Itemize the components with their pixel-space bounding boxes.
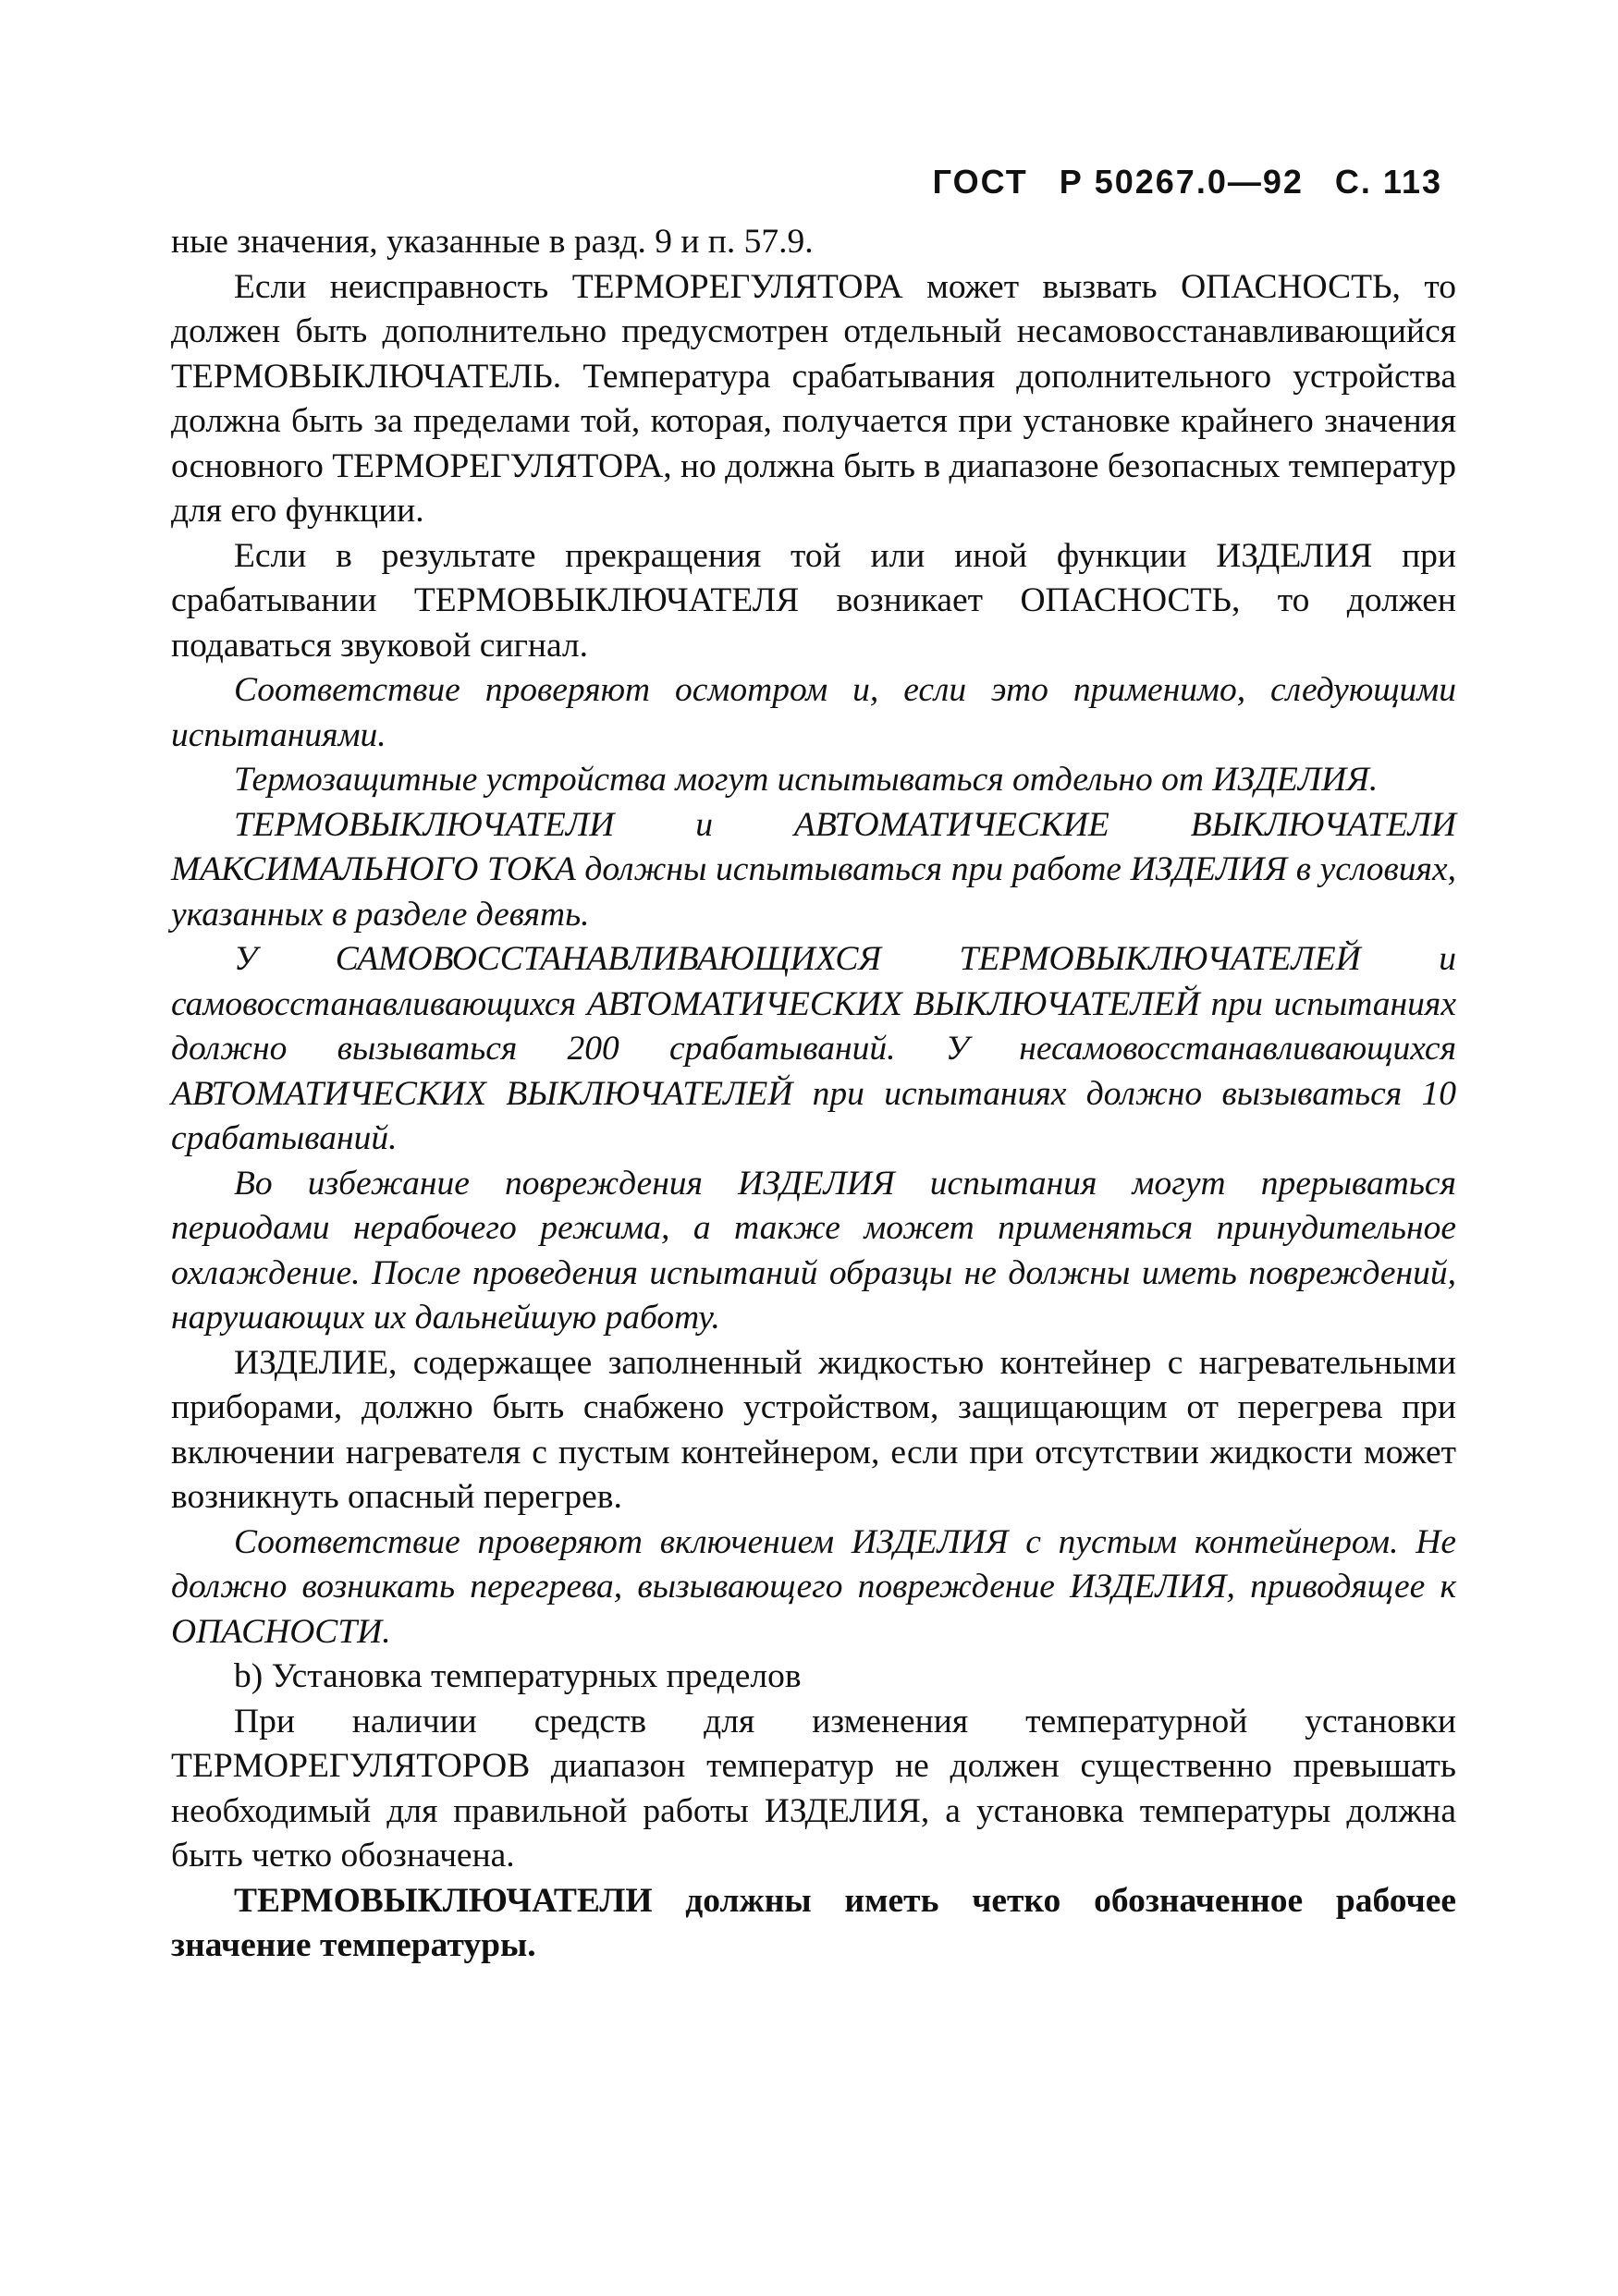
paragraph-liquid-container: ИЗДЕЛИЕ, содержащее заполненный жидкостью контейнер с нагревательными приборами, должно быть снабжено устройством, защищающим от перегрева при включении нагревателя с пустым контейнером, если при отсутствии жидкости может возникнуть опасный перегрев. (171, 1343, 1456, 1516)
header-page-number: С. 113 (1334, 163, 1442, 201)
paragraph-continuation: ные значения, указанные в разд. 9 и п. 57.9. (171, 223, 814, 261)
paragraph-cutout-marking: ТЕРМОВЫКЛЮЧАТЕЛИ должны иметь четко обозначенное рабочее значение температуры. (171, 1881, 1456, 1964)
header-gost: ГОСТ (932, 163, 1028, 201)
paragraph-compliance-inspection: Соответствие проверяют осмотром и, если это применимо, следующими испытаниями. (171, 671, 1456, 754)
paragraph-operation-counts: У САМОВОССТАНАВЛИВАЮЩИХСЯ ТЕРМОВЫКЛЮЧАТЕЛЕЙ и самовосстанавливающихся АВТОМАТИЧЕСКИХ ВЫКЛЮЧАТЕЛЕЙ при испытаниях должно вызываться 200 срабатываний. У несамовосстанавливающихся АВТОМАТИЧЕСКИХ ВЫКЛЮЧАТЕЛЕЙ при испытаниях должно вызываться 10 срабатываний. (171, 940, 1456, 1157)
paragraph-thermoregulator-fault: Если неисправность ТЕРМОРЕГУЛЯТОРА может вызвать ОПАСНОСТЬ, то должен быть дополнительно предусмотрен отдельный несамовосстанавливающийся ТЕРМОВЫКЛЮЧАТЕЛЬ. Температура срабатывания дополнительного устройства должна быть за пределами той, которая, получается при установке крайнего значения основного ТЕРМОРЕГУЛЯТОРА, но должна быть в диапазоне безопасных температур для его функции. (171, 267, 1456, 530)
paragraph-temperature-setting-range: При наличии средств для изменения температурной установки ТЕРМОРЕГУЛЯТОРОВ диапазон температур не должен существенно превышать необходимый для правильной работы ИЗДЕЛИЯ, а установка температуры должна быть четко обозначена. (171, 1702, 1456, 1875)
header-standard-number: Р 50267.0—92 (1059, 163, 1304, 201)
document-body (171, 220, 1456, 1969)
paragraph-audible-signal: Если в результате прекращения той или иной функции ИЗДЕЛИЯ при срабатывании ТЕРМОВЫКЛЮЧАТЕЛЯ возникает ОПАСНОСТЬ, то должен подаваться звуковой сигнал. (171, 536, 1456, 665)
page-header (933, 163, 1442, 202)
paragraph-compliance-empty-container: Соответствие проверяют включением ИЗДЕЛИЯ с пустым контейнером. Не должно возникать перегрева, вызывающего повреждение ИЗДЕЛИЯ, приводящее к ОПАСНОСТИ. (171, 1522, 1456, 1651)
paragraph-cutouts-tested-in-operation: ТЕРМОВЫКЛЮЧАТЕЛИ и АВТОМАТИЧЕСКИЕ ВЫКЛЮЧАТЕЛИ МАКСИМАЛЬНОГО ТОКА должны испытываться при работе ИЗДЕЛИЯ в условиях, указанных в разделе девять. (171, 805, 1456, 934)
paragraph-thermal-protection-tested-separately: Термозащитные устройства могут испытываться отдельно от ИЗДЕЛИЯ. (234, 761, 1379, 799)
paragraph-test-interruptions: Во избежание повреждения ИЗДЕЛИЯ испытания могут прерываться периодами нерабочего режима, а также может применяться принудительное охлаждение. После проведения испытаний образцы не должны иметь повреждений, нарушающих их дальнейшую работу. (171, 1164, 1456, 1337)
paragraph-subsection-temperature-limits: b) Установка температурных пределов (234, 1657, 802, 1695)
